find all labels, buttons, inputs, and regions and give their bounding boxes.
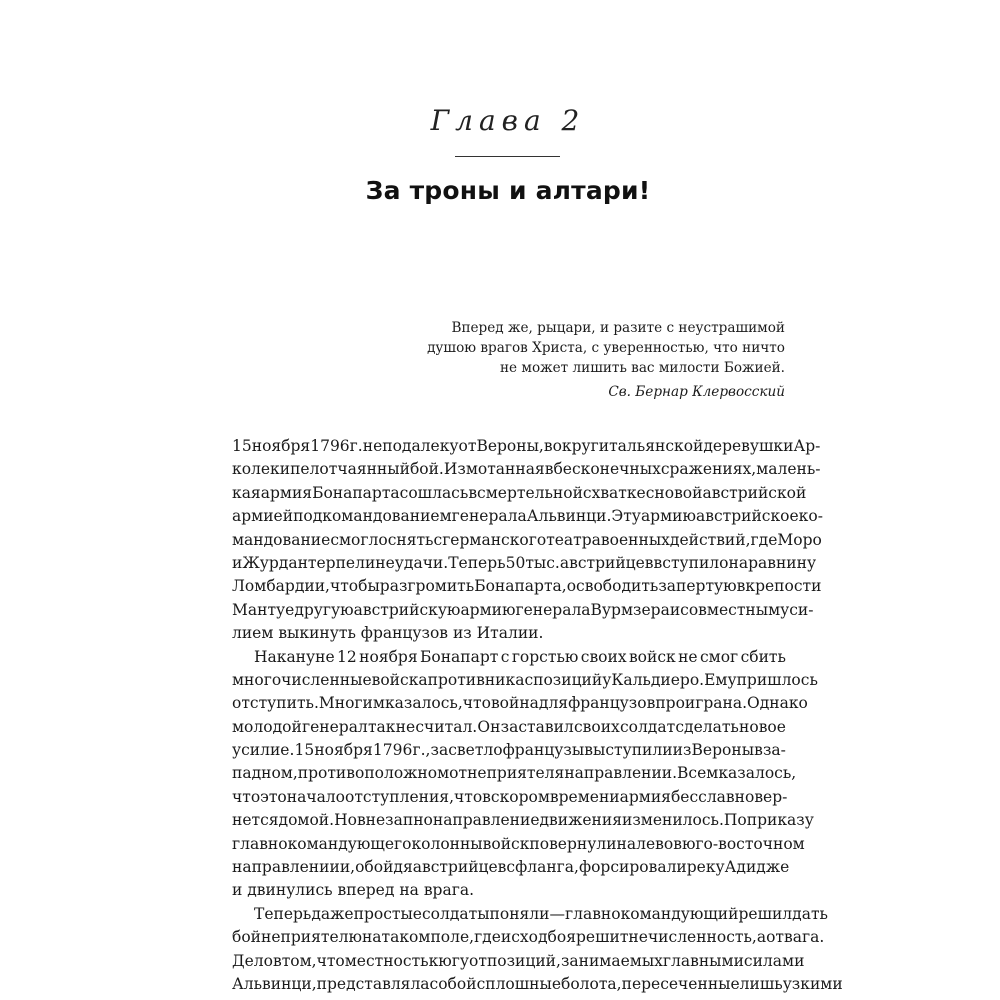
body-word: с <box>645 483 655 502</box>
body-word: другую <box>294 600 354 619</box>
body-word: коле <box>232 460 271 479</box>
body-word: — <box>549 904 565 923</box>
body-word: Моро <box>777 530 822 549</box>
body-word: кипел <box>270 460 320 479</box>
body-word: Бонапарт <box>420 647 499 666</box>
body-word: из <box>672 741 692 760</box>
body-word: поле, <box>430 928 475 947</box>
body-word: сражениях, <box>660 460 757 479</box>
body-word: вокруг <box>543 437 599 455</box>
body-word: в <box>754 741 763 760</box>
body-line: и двинулись вперед на врага. <box>232 881 475 900</box>
body-word: решил <box>738 904 793 923</box>
body-word: сбить <box>740 647 786 666</box>
body-word: скором <box>490 787 550 806</box>
body-word: армия <box>260 483 313 502</box>
body-word: генерала <box>451 507 527 526</box>
body-line <box>232 458 821 481</box>
body-word: в <box>673 834 682 853</box>
body-word: пришлось <box>736 670 818 689</box>
body-word: бой. <box>409 460 444 479</box>
body-word: что <box>232 787 261 806</box>
body-word: усилие. <box>232 741 295 760</box>
body-word: неприятеля <box>467 764 565 783</box>
body-word: представляла <box>316 974 430 993</box>
body-word: сделать <box>675 717 739 736</box>
body-word: Однако <box>747 694 808 713</box>
body-word: проиграна. <box>655 694 748 713</box>
body-word: война <box>490 694 539 713</box>
body-word: с <box>433 530 443 549</box>
body-line <box>232 856 790 879</box>
body-word: направление <box>432 811 540 830</box>
body-word: г. <box>349 437 363 455</box>
body-word: Журдан <box>242 553 308 572</box>
body-line <box>232 716 786 739</box>
body-word: отступить. <box>232 694 319 713</box>
body-word: действий, <box>669 530 751 549</box>
body-word: отчаянный <box>319 460 410 479</box>
body-word: 12 <box>337 647 357 666</box>
body-word: германского <box>442 530 547 549</box>
body-word: численность, <box>647 928 757 947</box>
body-word: терпели <box>307 553 376 572</box>
body-word: позиций <box>533 670 603 689</box>
body-line <box>232 692 808 715</box>
body-word: поняли <box>489 904 550 923</box>
body-word: Ар- <box>793 437 821 455</box>
body-word: главными <box>662 951 744 970</box>
body-word: молодой <box>232 717 302 736</box>
body-word: времени <box>549 787 620 806</box>
body-word: смертельной <box>477 483 583 502</box>
body-word: юго-восточном <box>681 834 805 853</box>
body-word: 15 <box>294 741 315 760</box>
body-word: лишь <box>739 974 783 993</box>
body-word: 1796 <box>372 741 413 760</box>
body-word: горстью <box>511 647 579 666</box>
body-word: неподалеку <box>362 437 459 455</box>
body-word: Кальдиеро. <box>611 670 705 689</box>
body-word: ноября <box>314 741 373 760</box>
body-word: Альвинци, <box>232 974 317 993</box>
body-word: уси- <box>780 600 814 619</box>
body-word: к <box>428 951 439 970</box>
body-word: Всем <box>677 764 719 783</box>
body-word: фланга, <box>515 858 579 877</box>
body-word: изменилось. <box>622 811 724 830</box>
body-word: отступления, <box>345 787 454 806</box>
body-word: солдат <box>619 717 676 736</box>
body-line <box>232 950 805 973</box>
body-word: даже <box>311 904 354 923</box>
body-line <box>232 926 825 949</box>
body-line <box>232 833 805 856</box>
body-word: Теперь <box>448 553 506 572</box>
epigraph-line: Вперед же, рыцари, и разите с неустрашимой <box>451 320 785 336</box>
body-word: вступило <box>653 553 729 572</box>
body-word: силами <box>743 951 805 970</box>
body-word: 1796 <box>310 437 350 455</box>
body-word: под <box>293 507 323 526</box>
body-word: равнину <box>748 553 817 572</box>
body-word: не <box>678 647 698 666</box>
body-word: Измотанная <box>443 460 545 479</box>
chapter-divider <box>455 156 560 157</box>
epigraph-author: Св. Бернар Клервосский <box>608 384 785 400</box>
body-word: в <box>544 460 554 479</box>
body-word: таком <box>381 928 431 947</box>
body-word: ко- <box>798 507 823 526</box>
body-word: собой <box>429 974 477 993</box>
body-word: 15 <box>232 437 252 455</box>
body-word: Он <box>477 717 501 736</box>
body-word: начало <box>286 787 345 806</box>
body-word: армию <box>640 507 696 526</box>
body-word: от <box>458 437 477 455</box>
body-word: позиций, <box>486 951 561 970</box>
body-word: бой <box>232 928 261 947</box>
body-word: совместным <box>680 600 781 619</box>
body-word: австрийское <box>695 507 799 526</box>
body-word: отвага. <box>766 928 825 947</box>
body-word: и, <box>339 858 356 877</box>
body-word: солдаты <box>421 904 490 923</box>
body-word: австрийцев <box>559 553 654 572</box>
body-word: сошлась <box>399 483 469 502</box>
body-word: главнокомандующий <box>564 904 739 923</box>
body-word: где <box>750 530 778 549</box>
body-word: французов <box>568 694 656 713</box>
body-word: смог <box>699 647 739 666</box>
body-word: запертую <box>658 577 737 596</box>
body-word: Мантуе <box>232 600 295 619</box>
body-word: генерал <box>301 717 368 736</box>
body-word: в <box>272 951 282 970</box>
body-word: на <box>361 928 382 947</box>
body-word: где <box>474 928 501 947</box>
body-word: с <box>506 858 516 877</box>
body-word: пересеченные <box>621 974 740 993</box>
body-word: от <box>469 951 487 970</box>
body-word: крепости <box>745 577 822 596</box>
body-word: войск <box>628 647 676 666</box>
body-word: местность <box>344 951 429 970</box>
body-word: с <box>524 670 534 689</box>
body-word: решит <box>576 928 629 947</box>
body-word: войск <box>482 834 530 853</box>
body-word: том, <box>281 951 317 970</box>
body-word: в <box>736 577 746 596</box>
body-word: югу <box>438 951 470 970</box>
body-line <box>232 435 821 458</box>
body-line <box>232 646 786 669</box>
body-word: армия <box>619 787 671 806</box>
body-line <box>232 599 814 622</box>
body-word: австрийскую <box>353 600 461 619</box>
body-word: командованием <box>322 507 452 526</box>
body-word: узкими <box>782 974 843 993</box>
body-word: Ломбардии, <box>232 577 330 596</box>
body-word: домой. <box>278 811 335 830</box>
body-word: итальянской <box>598 437 704 455</box>
body-word: новое <box>739 717 786 736</box>
body-word: войска <box>371 670 428 689</box>
body-word: малень- <box>756 460 821 479</box>
body-word: от <box>449 764 468 783</box>
body-word: г., <box>412 741 431 760</box>
body-word: чтобы <box>329 577 380 596</box>
body-line <box>232 973 843 996</box>
body-word: что <box>316 951 345 970</box>
body-word: Эту <box>611 507 641 526</box>
body-word: деревушки <box>703 437 794 455</box>
body-word: мандование <box>232 530 331 549</box>
body-word: за- <box>762 741 786 760</box>
body-word: на <box>728 553 749 572</box>
body-word: новой <box>654 483 703 502</box>
body-word: главнокомандующего <box>232 834 412 853</box>
body-word: схватке <box>582 483 646 502</box>
body-line <box>232 575 822 598</box>
epigraph-line: душою врагов Христа, с уверенностью, что ничто <box>427 340 785 356</box>
body-word: реку <box>686 858 725 877</box>
body-line: лием выкинуть французов из Италии. <box>232 624 544 643</box>
body-word: австрийцев <box>412 858 507 877</box>
body-word: не <box>395 717 416 736</box>
body-word: дать <box>792 904 828 923</box>
body-word: внезапно <box>356 811 433 830</box>
body-word: Вероны <box>691 741 755 760</box>
body-line <box>232 809 814 832</box>
body-word: своих <box>580 647 627 666</box>
body-word: болота, <box>561 974 622 993</box>
body-word: По <box>723 811 747 830</box>
body-word: сплошные <box>476 974 562 993</box>
body-word: нется <box>232 811 279 830</box>
body-word: армию <box>460 600 516 619</box>
body-word: Альвинци. <box>526 507 612 526</box>
body-word: выступили <box>584 741 673 760</box>
body-line <box>232 505 823 528</box>
chapter-label: Глава 2 <box>430 104 586 137</box>
body-word: Вурмзера <box>590 600 670 619</box>
body-word: приказу <box>746 811 814 830</box>
body-word: Многим <box>318 694 385 713</box>
body-word: военных <box>600 530 670 549</box>
body-word: что <box>454 787 483 806</box>
body-word: форсировали <box>578 858 687 877</box>
body-word: падном, <box>232 764 298 783</box>
body-word: тыс. <box>525 553 560 572</box>
chapter-title: За троны и алтари! <box>365 176 651 205</box>
body-word: неудачи. <box>375 553 449 572</box>
body-word: это <box>260 787 287 806</box>
body-word: казалось, <box>718 764 797 783</box>
body-word: Вероны, <box>476 437 544 455</box>
body-line <box>232 762 797 785</box>
body-word: направлении. <box>564 764 678 783</box>
body-line <box>232 903 828 926</box>
body-word: налево <box>616 834 674 853</box>
body-word: Но <box>334 811 357 830</box>
epigraph-line: не может лишить вас милости Божией. <box>499 360 785 376</box>
body-word: казалось, <box>384 694 463 713</box>
body-word: в <box>482 787 491 806</box>
body-line <box>232 786 786 809</box>
body-word: и <box>232 553 243 572</box>
body-word: не <box>628 928 648 947</box>
body-line <box>232 482 807 505</box>
body-word: Бонапарта <box>312 483 400 502</box>
body-word: ноября <box>359 647 418 666</box>
body-word: в <box>468 483 478 502</box>
body-word: освободить <box>566 577 659 596</box>
body-word: 50 <box>505 553 526 572</box>
body-word: что <box>462 694 491 713</box>
body-word: боя <box>547 928 576 947</box>
body-word: направлении <box>232 858 340 877</box>
body-word: Дело <box>232 951 273 970</box>
body-line <box>232 739 786 762</box>
body-word: а <box>756 928 767 947</box>
body-word: противника <box>427 670 525 689</box>
body-word: бесконечных <box>553 460 661 479</box>
body-word: Ему <box>704 670 737 689</box>
body-text <box>232 435 843 996</box>
body-word: вер- <box>754 787 788 806</box>
body-line <box>232 552 817 575</box>
body-line <box>232 669 818 692</box>
body-word: заставил <box>500 717 574 736</box>
body-word: колонны <box>411 834 483 853</box>
body-word: австрийской <box>702 483 807 502</box>
body-word: повернули <box>529 834 617 853</box>
body-line <box>232 529 822 552</box>
body-word: Накануне <box>254 647 335 666</box>
body-word: для <box>538 694 569 713</box>
body-word: движения <box>539 811 622 830</box>
body-word: простые <box>353 904 422 923</box>
body-word: бесславно <box>670 787 755 806</box>
body-word: Адидже <box>724 858 790 877</box>
body-word: считал. <box>415 717 478 736</box>
body-word: генерала <box>515 600 591 619</box>
body-word: смогло <box>330 530 388 549</box>
body-word: Теперь <box>254 904 312 923</box>
body-word: театра <box>546 530 601 549</box>
epigraph <box>420 318 785 402</box>
body-word: так <box>367 717 396 736</box>
body-word: армией <box>232 507 294 526</box>
body-word: с <box>500 647 510 666</box>
body-word: обойдя <box>355 858 413 877</box>
body-word: у <box>602 670 612 689</box>
body-word: французы <box>502 741 585 760</box>
body-word: разгромить <box>379 577 475 596</box>
body-word: кая <box>232 483 261 502</box>
body-word: неприятелю <box>261 928 362 947</box>
body-word: Бонапарта, <box>474 577 567 596</box>
body-word: и <box>669 600 681 619</box>
body-word: засветло <box>430 741 503 760</box>
body-word: противоположном <box>297 764 450 783</box>
body-word: ноября <box>251 437 311 455</box>
body-word: занимаемых <box>560 951 663 970</box>
body-word: снять <box>387 530 434 549</box>
body-word: многочисленные <box>232 670 372 689</box>
body-word: исход <box>500 928 548 947</box>
body-word: своих <box>573 717 620 736</box>
